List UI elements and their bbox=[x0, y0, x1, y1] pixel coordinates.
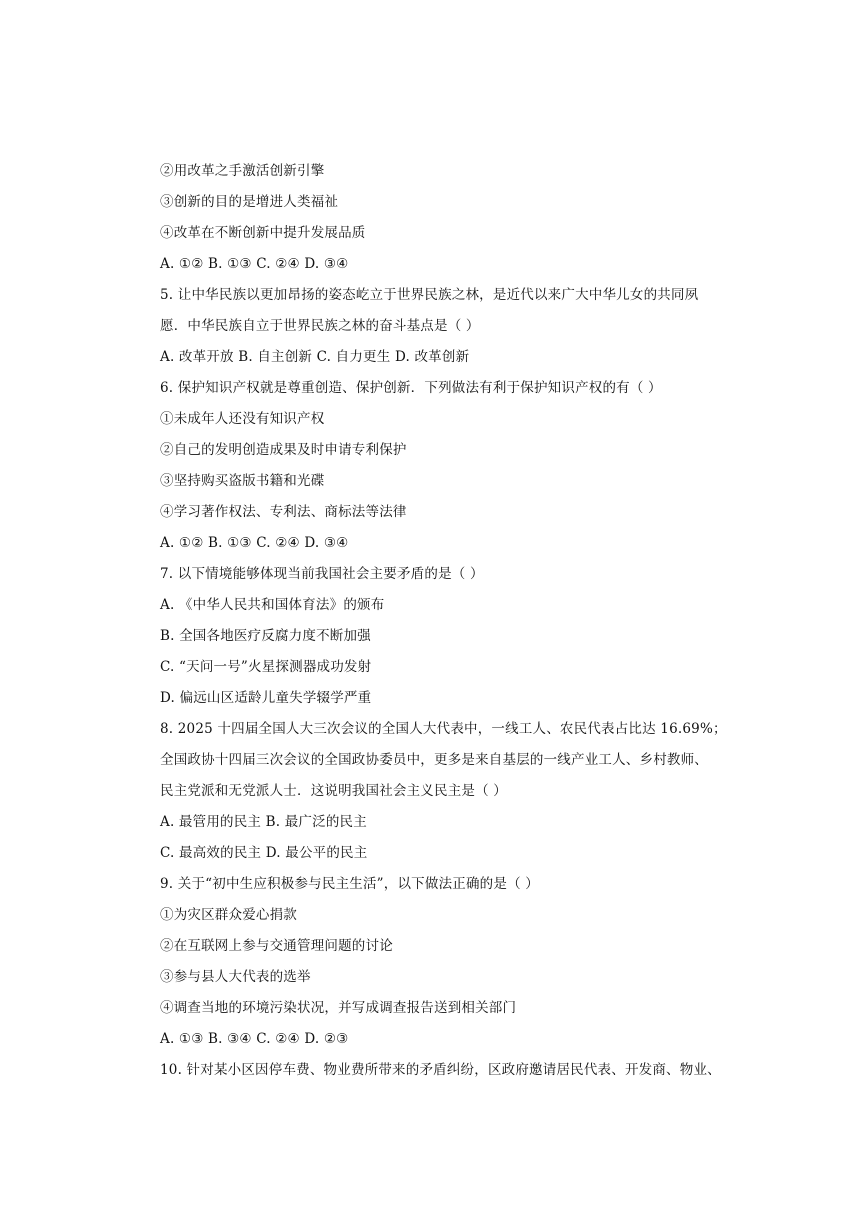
question-text: 9. 关于“初中生应积极参与民主生活”，以下做法正确的是（ ） bbox=[160, 876, 539, 892]
text-line: ①为灾区群众爱心捐款 bbox=[160, 907, 297, 923]
answer-option: D. 偏远山区适龄儿童失学辍学严重 bbox=[160, 690, 372, 706]
text-line: ②用改革之手激活创新引擎 bbox=[160, 163, 325, 179]
text-line: ③参与县人大代表的选举 bbox=[160, 969, 311, 985]
answer-option: A. 《中华人民共和国体育法》的颁布 bbox=[160, 597, 385, 613]
answer-option: C. “天问一号”火星探测器成功发射 bbox=[160, 659, 372, 675]
question-text: 愿．中华民族自立于世界民族之林的奋斗基点是（ ） bbox=[160, 318, 480, 334]
text-line: ②自己的发明创造成果及时申请专利保护 bbox=[160, 442, 407, 458]
question-text: 5. 让中华民族以更加昂扬的姿态屹立于世界民族之林，是近代以来广大中华儿女的共同夙 bbox=[160, 287, 699, 303]
text-line: ①未成年人还没有知识产权 bbox=[160, 411, 325, 427]
question-text: 8. 2025 十四届全国人大三次会议的全国人大代表中，一线工人、农民代表占比达 16.69%； bbox=[160, 721, 727, 737]
answer-options: A. 改革开放 B. 自主创新 C. 自力更生 D. 改革创新 bbox=[160, 349, 470, 365]
document-body bbox=[160, 156, 727, 1086]
text-line: ④学习著作权法、专利法、商标法等法律 bbox=[160, 504, 407, 520]
question-text: 6. 保护知识产权就是尊重创造、保护创新．下列做法有利于保护知识产权的有（ ） bbox=[160, 380, 662, 396]
answer-option: B. 全国各地医疗反腐力度不断加强 bbox=[160, 628, 371, 644]
question-text: 7. 以下情境能够体现当前我国社会主要矛盾的是（ ） bbox=[160, 566, 484, 582]
text-line: ④改革在不断创新中提升发展品质 bbox=[160, 225, 366, 241]
answer-options: A. ①② B. ①③ C. ②④ D. ③④ bbox=[160, 535, 349, 551]
text-line: ③创新的目的是增进人类福祉 bbox=[160, 194, 339, 210]
answer-options: A. 最管用的民主 B. 最广泛的民主 bbox=[160, 814, 367, 830]
question-text: 民主党派和无党派人士．这说明我国社会主义民主是（ ） bbox=[160, 783, 507, 799]
answer-options: A. ①③ B. ③④ C. ②④ D. ②③ bbox=[160, 1031, 349, 1047]
text-line: ②在互联网上参与交通管理问题的讨论 bbox=[160, 938, 393, 954]
answer-options: A. ①② B. ①③ C. ②④ D. ③④ bbox=[160, 256, 349, 272]
question-text: 10. 针对某小区因停车费、物业费所带来的矛盾纠纷，区政府邀请居民代表、开发商、物业、 bbox=[160, 1062, 721, 1078]
answer-options: C. 最高效的民主 D. 最公平的民主 bbox=[160, 845, 368, 861]
text-line: ③坚持购买盗版书籍和光碟 bbox=[160, 473, 325, 489]
text-line: ④调查当地的环境污染状况，并写成调查报告送到相关部门 bbox=[160, 1000, 517, 1016]
question-text: 全国政协十四届三次会议的全国政协委员中，更多是来自基层的一线产业工人、乡村教师、 bbox=[160, 752, 708, 768]
